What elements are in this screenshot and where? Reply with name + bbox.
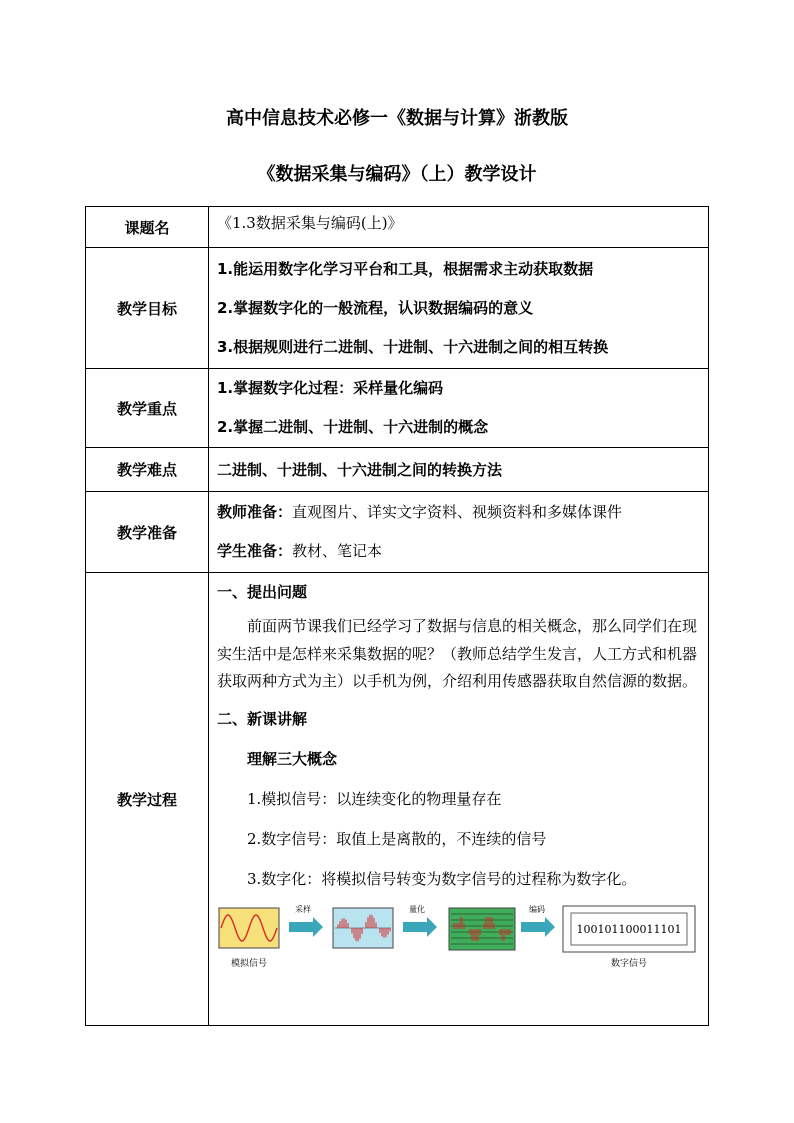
row-difficulty xyxy=(86,448,709,492)
concept-item: 3.数字化：将模拟信号转变为数字信号的过程称为数字化。 xyxy=(247,869,637,888)
student-prep-label: 学生准备： xyxy=(217,542,293,560)
step-encode-label: 编码 xyxy=(529,904,545,914)
section-heading: 二、新课讲解 xyxy=(217,709,308,728)
goal-item: 3.根据规则进行二进制、十进制、十六进制之间的相互转换 xyxy=(217,337,609,356)
label-prep: 教学准备 xyxy=(86,492,209,573)
digitization-diagram xyxy=(217,902,707,974)
subheading: 理解三大概念 xyxy=(247,749,338,768)
teacher-prep-label: 教师准备： xyxy=(217,503,293,521)
intro-paragraph: 前面两节课我们已经学习了数据与信息的相关概念，那么同学们在现实生活中是怎样来采集数据的呢？（教师总结学生发言，人工方式和机器获取两种方式为主）以手机为例，介绍利用传感器获取自然信源的数据。 xyxy=(217,617,698,690)
value-prep xyxy=(209,492,709,573)
step-sample-label: 采样 xyxy=(295,904,311,914)
label-process: 教学过程 xyxy=(86,573,209,1026)
row-goals xyxy=(86,248,709,369)
document-subtitle: 《数据采集与编码》（上）教学设计 xyxy=(257,164,537,185)
concept-item: 1.模拟信号：以连续变化的物理量存在 xyxy=(247,789,502,808)
value-topic: 《1.3数据采集与编码(上)》 xyxy=(209,207,709,248)
document-title: 高中信息技术必修一《数据与计算》浙教版 xyxy=(226,108,568,129)
value-difficulty: 二进制、十进制、十六进制之间的转换方法 xyxy=(209,448,709,492)
teacher-prep-value: 直观图片、详实文字资料、视频资料和多媒体课件 xyxy=(292,503,623,521)
row-key xyxy=(86,369,709,448)
step-quantize-label: 量化 xyxy=(409,904,425,914)
key-item: 1.掌握数字化过程：采样量化编码 xyxy=(217,379,444,397)
value-key xyxy=(209,369,709,448)
lesson-plan-table xyxy=(85,206,709,1026)
caption-analog: 模拟信号 xyxy=(230,958,268,969)
row-topic xyxy=(86,207,709,248)
concept-item: 2.数字信号：取值上是离散的，不连续的信号 xyxy=(247,829,547,848)
label-topic: 课题名 xyxy=(86,207,209,248)
arrow-icon xyxy=(289,917,323,937)
caption-digital: 数字信号 xyxy=(610,958,648,969)
row-process xyxy=(86,573,709,1026)
arrow-icon xyxy=(521,917,555,937)
key-item: 2.掌握二进制、十进制、十六进制的概念 xyxy=(217,418,489,436)
goal-item: 2.掌握数字化的一般流程，认识数据编码的意义 xyxy=(217,298,534,317)
label-goals: 教学目标 xyxy=(86,248,209,369)
value-goals xyxy=(209,248,709,369)
row-prep xyxy=(86,492,709,573)
goal-item: 1.能运用数字化学习平台和工具，根据需求主动获取数据 xyxy=(217,259,594,278)
value-process xyxy=(209,573,709,1026)
section-heading: 一、提出问题 xyxy=(217,583,308,601)
label-difficulty: 教学难点 xyxy=(86,448,209,492)
arrow-icon xyxy=(403,917,437,937)
binary-code: 100101100011101 xyxy=(576,922,682,936)
label-key: 教学重点 xyxy=(86,369,209,448)
student-prep-value: 教材、笔记本 xyxy=(292,542,383,560)
